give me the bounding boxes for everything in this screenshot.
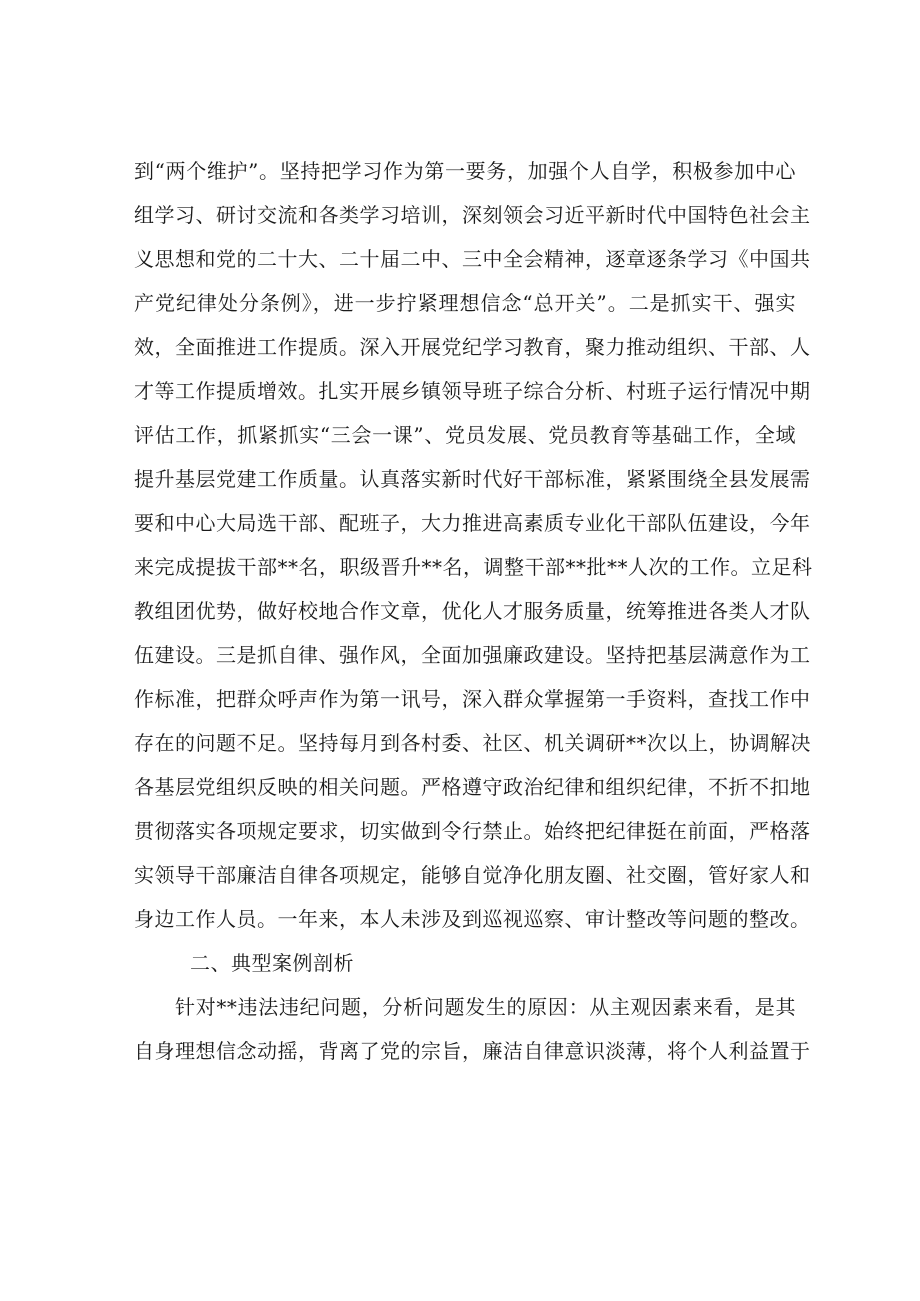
paragraph-line: 产党纪律处分条例》，进一步拧紧理想信念“总开关”。二是抓实干、强实 — [134, 291, 796, 315]
paragraph-line: 作标准，把群众呼声作为第一讯号，深入群众掌握第一手资料，查找工作中 — [134, 687, 811, 711]
paragraph-line: 实领导干部廉洁自律各项规定，能够自觉净化朋友圈、社交圈，管好家人和 — [134, 863, 811, 887]
paragraph-line: 义思想和党的二十大、二十届二中、三中全会精神，逐章逐条学习《中国共 — [134, 247, 811, 271]
paragraph-line: 效，全面推进工作提质。深入开展党纪学习教育，聚力推动组织、干部、人 — [134, 335, 811, 359]
paragraph-line: 存在的问题不足。坚持每月到各村委、社区、机关调研**次以上，协调解决 — [134, 731, 811, 755]
paragraph-line: 要和中心大局选干部、配班子，大力推进高素质专业化干部队伍建设，今年 — [134, 511, 811, 535]
paragraph-line: 自身理想信念动摇，背离了党的宗旨，廉洁自律意识淡薄，将个人利益置于 — [134, 1039, 811, 1063]
paragraph-line: 伍建设。三是抓自律、强作风，全面加强廉政建设。坚持把基层满意作为工 — [134, 643, 811, 667]
paragraph-line: 才等工作提质增效。扎实开展乡镇领导班子综合分析、村班子运行情况中期 — [134, 379, 811, 403]
paragraph-line: 组学习、研讨交流和各类学习培训，深刻领会习近平新时代中国特色社会主 — [134, 203, 811, 227]
paragraph-line: 到“两个维护”。坚持把学习作为第一要务，加强个人自学，积极参加中心 — [134, 159, 796, 183]
section-heading: 二、典型案例剖析 — [190, 951, 354, 975]
paragraph-line: 各基层党组织反映的相关问题。严格遵守政治纪律和组织纪律，不折不扣地 — [134, 775, 811, 799]
paragraph-line: 针对**违法违纪问题，分析问题发生的原因：从主观因素来看，是其 — [175, 995, 796, 1019]
paragraph-line: 来完成提拔干部**名，职级晋升**名，调整干部**批**人次的工作。立足科 — [134, 555, 813, 579]
paragraph-line: 教组团优势，做好校地合作文章，优化人才服务质量，统筹推进各类人才队 — [134, 599, 811, 623]
paragraph-line: 提升基层党建工作质量。认真落实新时代好干部标准，紧紧围绕全县发展需 — [134, 467, 811, 491]
paragraph-line: 评估工作，抓紧抓实“三会一课”、党员发展、党员教育等基础工作，全域 — [134, 423, 796, 447]
paragraph-line: 身边工作人员。一年来，本人未涉及到巡视巡察、审计整改等问题的整改。 — [134, 907, 811, 931]
paragraph-line: 贯彻落实各项规定要求，切实做到令行禁止。始终把纪律挺在前面，严格落 — [134, 819, 811, 843]
